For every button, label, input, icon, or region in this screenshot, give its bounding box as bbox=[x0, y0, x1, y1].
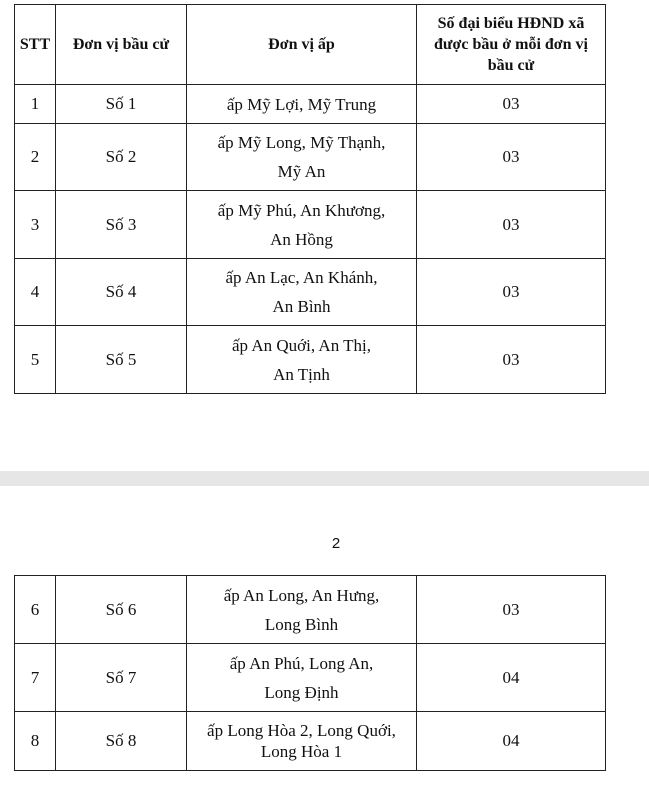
cell-delegate-count: 03 bbox=[417, 576, 606, 644]
cell-delegate-count: 03 bbox=[417, 85, 606, 124]
cell-delegate-count: 03 bbox=[417, 326, 606, 394]
hamlet-line: An Bình bbox=[272, 297, 331, 316]
cell-stt: 3 bbox=[15, 191, 56, 259]
cell-stt: 2 bbox=[15, 124, 56, 191]
cell-election-unit: Số 2 bbox=[56, 124, 187, 191]
cell-election-unit: Số 8 bbox=[56, 712, 187, 771]
hamlet-line: ấp An Phú, Long An, bbox=[229, 653, 374, 673]
cell-election-unit: Số 7 bbox=[56, 644, 187, 712]
hamlet-line: ấp Mỹ Phú, An Khương, bbox=[217, 200, 386, 220]
table-row bbox=[15, 85, 606, 124]
hamlet-line: ấp Mỹ Lợi, Mỹ Trung bbox=[226, 94, 377, 114]
election-units-table-continued bbox=[14, 575, 606, 771]
cell-hamlets bbox=[187, 326, 417, 394]
cell-delegate-count: 03 bbox=[417, 124, 606, 191]
cell-stt: 8 bbox=[15, 712, 56, 771]
table-row bbox=[15, 259, 606, 326]
cell-delegate-count: 04 bbox=[417, 712, 606, 771]
cell-election-unit: Số 1 bbox=[56, 85, 187, 124]
hamlet-line: Long Bình bbox=[264, 614, 339, 634]
hamlet-line: An Hồng bbox=[270, 229, 333, 249]
table-row bbox=[15, 644, 606, 712]
header-delegate-count: Số đại biểu HĐND xã được bầu ở mỗi đơn vị bầu cử bbox=[417, 5, 606, 85]
cell-hamlets bbox=[187, 124, 417, 191]
table-header-row bbox=[15, 5, 606, 85]
table-row bbox=[15, 576, 606, 644]
hamlet-line: Long Định bbox=[264, 682, 339, 702]
cell-hamlets bbox=[187, 644, 417, 712]
cell-stt: 7 bbox=[15, 644, 56, 712]
hamlet-line: Long Hòa 1 bbox=[260, 742, 343, 761]
cell-stt: 6 bbox=[15, 576, 56, 644]
header-hamlet-unit: Đơn vị ấp bbox=[187, 5, 417, 85]
cell-stt: 5 bbox=[15, 326, 56, 394]
cell-hamlets bbox=[187, 85, 417, 124]
table-row bbox=[15, 712, 606, 771]
header-stt: STT bbox=[15, 5, 56, 85]
cell-election-unit: Số 4 bbox=[56, 259, 187, 326]
table-row bbox=[15, 124, 606, 191]
hamlet-line: ấp An Lạc, An Khánh, bbox=[225, 268, 378, 287]
table-row bbox=[15, 191, 606, 259]
hamlet-line: Mỹ An bbox=[277, 162, 326, 181]
cell-delegate-count: 03 bbox=[417, 259, 606, 326]
cell-stt: 4 bbox=[15, 259, 56, 326]
cell-hamlets bbox=[187, 712, 417, 771]
cell-stt: 1 bbox=[15, 85, 56, 124]
cell-delegate-count: 03 bbox=[417, 191, 606, 259]
election-units-table bbox=[14, 4, 606, 394]
cell-hamlets bbox=[187, 259, 417, 326]
page-number: 2 bbox=[331, 535, 341, 552]
cell-delegate-count: 04 bbox=[417, 644, 606, 712]
cell-election-unit: Số 3 bbox=[56, 191, 187, 259]
hamlet-line: ấp Long Hòa 2, Long Quới, bbox=[207, 721, 396, 740]
header-election-unit: Đơn vị bầu cử bbox=[56, 5, 187, 85]
table-row bbox=[15, 326, 606, 394]
cell-hamlets bbox=[187, 576, 417, 644]
cell-election-unit: Số 5 bbox=[56, 326, 187, 394]
hamlet-line: ấp An Quới, An Thị, bbox=[231, 335, 371, 355]
page-separator bbox=[0, 471, 649, 486]
hamlet-line: ấp Mỹ Long, Mỹ Thạnh, bbox=[217, 133, 386, 152]
hamlet-line: An Tịnh bbox=[273, 364, 330, 384]
cell-hamlets bbox=[187, 191, 417, 259]
cell-election-unit: Số 6 bbox=[56, 576, 187, 644]
hamlet-line: ấp An Long, An Hưng, bbox=[223, 585, 380, 605]
